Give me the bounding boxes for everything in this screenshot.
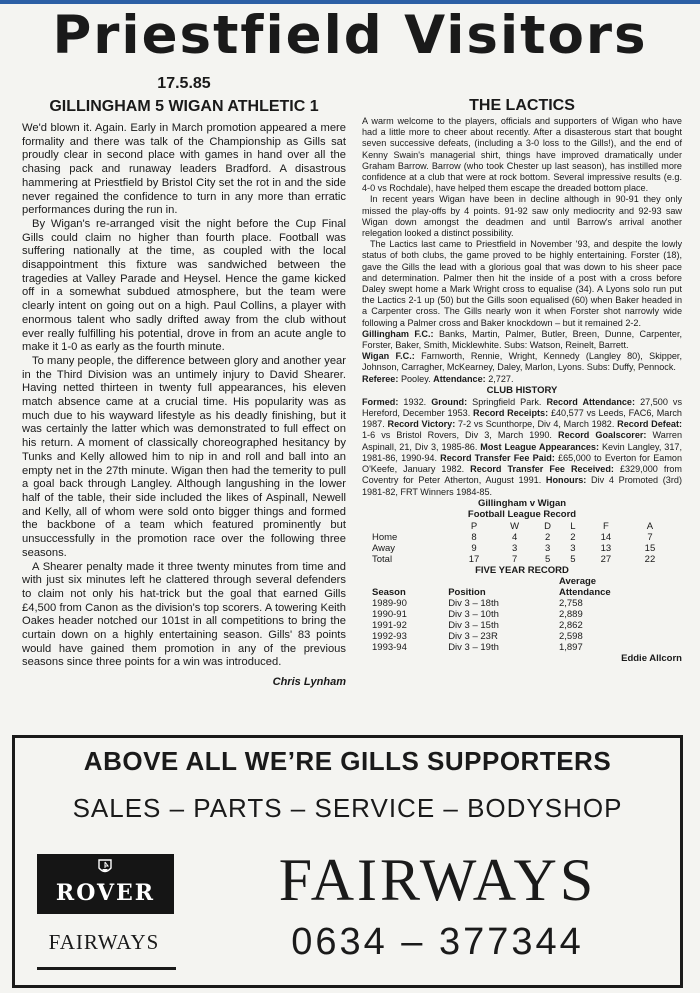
league-column-header: A [646,520,654,532]
table-row [372,631,672,642]
visitors-intro [362,116,682,329]
table-cell: 27 [600,553,612,565]
table-row [372,532,672,543]
league-column-header: L [570,520,576,532]
match-report-body [22,122,346,670]
intro-paragraph: In recent years Wigan have been in decline although in 90-91 they only missed the play-offs by 4 points. 91-92 saw only mediocrity and 92-93 saw Wigan down amongst the deadmen and until Barrow's arrival another relegation looked a distinct possibility. [362,194,682,239]
league-record-title-1: Gillingham v Wigan [477,497,567,509]
viking-ship-icon [96,858,114,876]
table-row [372,620,672,631]
report-paragraph: A Shearer penalty made it three twenty minutes from time and with just six minutes left he clattered through several defenders to claim not only his hat-trick but the goal that earned Gills £4,500 from Canon as the division's top scorers. A towering Keith Oakes header notched our 101st in all competitions to bring the curtain down on a highly entertaining season. Gills' 83 points would have gained them promotion in any of the previous seasons since three points for a win was introduced. [22,560,346,669]
gillingham-lineup [362,329,682,351]
visitors-heading: THE LACTICS [469,97,575,114]
attendance-header-line-2: Attendance [558,587,611,599]
attendance-value: 2,727. [488,373,514,384]
history-value: 27,500 vs Hereford, December 1953. [362,396,683,419]
position-header: Position [448,587,486,599]
match-officials [362,374,682,385]
table-cell: 1992-93 [372,631,407,643]
table-cell: 7 [647,531,653,543]
table-cell: Total [372,553,393,565]
table-cell: 9 [471,542,477,554]
dealer-name-small: FAIRWAYS [48,930,160,954]
table-cell: 7 [512,553,518,565]
dealer-underline [37,967,176,970]
top-rule [0,0,700,4]
history-label: Record Transfer Fee Received: [470,464,614,475]
rover-logo-text: ROVER [55,880,156,906]
league-record-table [372,521,672,565]
gillingham-players: Banks, Martin, Palmer, Butler, Breen, Dunne, Carpenter, Forster, Baker, Smith, Micklewhite. Subs: Watson, Reinelt, Barrett. [362,328,682,351]
attendance-header [559,576,672,598]
history-label: Record Defeat: [617,419,683,430]
history-value: Springfield Park. [472,396,542,407]
wigan-players: Farnworth, Rennie, Wright, Kennedy (Langley 80), Skipper, Johnson, Carragher, McKearney, Daley, Marlon, Lyons. Subs: Duffy, Pennock. [362,351,682,373]
rover-logo [37,854,174,914]
league-record-heading [362,498,682,521]
history-label: Record Goalscorer: [558,430,647,441]
table-cell: 8 [471,531,477,543]
table-cell: 1990-91 [372,609,407,621]
intro-paragraph: A warm welcome to the players, officials and supporters of Wigan who have had a little more to cheer about recently. After a disasterous start that bought seven successive defeats, (including a 3-0 loss to the Gills!), and the end of Kenny Swain's managerial shirt, things have improved dramatically under Graham Barrow. Barrow (who took Chester up last season), has instilled more confidence at a club that were at rock bottom. Several impressive results (e.g. 4-0 vs Rochdale), have helped them escape the dreaded bottom place. [362,116,682,194]
match-report-column [22,74,346,688]
club-history-heading: CLUB HISTORY [486,384,558,396]
table-cell: Div 3 – 19th [448,642,499,654]
table-cell: Div 3 – 15th [448,620,499,632]
history-value: Div 4 Promoted (3rd) 1981-82, FRT Winners 1984-85. [362,475,682,497]
wigan-lineup [362,351,682,373]
match-date: 17.5.85 [157,75,211,92]
table-cell: Div 3 – 23R [448,631,498,643]
report-paragraph: By Wigan's re-arranged visit the night before the Cup Final Gills could claim no higher than fourth place. Football was suffering nationally at the time, as coupled with the local disappointment this fixture was sandwiched between the tragedies at Valley Parade and Heysel. Hence the game kicked off in a somewhat subdued atmosphere, but the team were clearly intent on going out on a high. Paul Collins, a player with enormous talent who sadly drifted away from the club without ever really fulfilling his potential, drove in from an acute angle to make it 1-0 as early as the fourth minute. [22,217,346,354]
table-row [372,609,672,620]
table-cell: 13 [600,542,612,554]
club-history-body [362,397,682,498]
advert-box [12,735,683,988]
history-label: Ground: [431,396,468,407]
league-column-header: P [470,520,478,532]
table-cell: 2,598 [558,631,583,643]
table-cell: 2,889 [558,609,583,621]
league-column-header [372,521,452,532]
history-value: Kevin Langley, 317, 1981-86, 1990-94. [362,441,682,463]
table-cell: 3 [544,542,551,554]
table-row [372,554,672,565]
table-cell: Away [372,542,396,554]
advert-headline: ABOVE ALL WE’RE GILLS SUPPORTERS [83,746,612,776]
table-cell: Div 3 – 10th [448,609,499,621]
season-header: Season [372,587,406,599]
table-cell: 5 [544,553,551,565]
attendance-header-line-1: Average [558,576,597,588]
history-label: Record Victory: [387,419,456,430]
table-cell: 5 [570,553,576,565]
table-cell: Div 3 – 18th [448,598,499,610]
league-column-header: F [603,520,609,532]
table-row [372,598,672,609]
table-row [372,543,672,554]
table-cell: 1,897 [558,642,583,654]
table-cell: 1993-94 [372,642,407,654]
history-value: £65,000 to Everton for Eamon O'Keefe, January 1982. [362,452,683,475]
history-value: £329,000 from Coventry for Peter Atherton, August 1991. [362,464,683,486]
table-cell: 4 [512,531,518,543]
dealer-name-large: FAIRWAYS [278,847,597,913]
history-value: 1-6 vs Bristol Rovers, Div 3, March 1990. [362,430,552,441]
table-cell: 2 [544,531,551,543]
table-row [372,642,672,653]
visitors-profile-column [362,96,682,664]
league-column-header: D [544,520,552,532]
attendance-label: Attendance: [433,373,486,384]
report-paragraph: To many people, the difference between glory and another year in the Third Division was an untimely injury to David Shearer. Having netted thirteen in twenty full appearances, his eleven match absence came at a crucial time. His popularity was as much due to his wayward lifestyle as his deadly finishing, but it was certainly the latter which was demonstrated to full effect on his return. A moment of classically choreographed hesitancy by Tunks and Kelly allowed him to nip in and roll and ball into an empty net in the 27th minute. Wigan then had the temerity to pull a goal back through Langley. Although langushing in the lower half of the table, their side included the likes of Aspinall, Newell and Kelly, all of whom were sold onto bigger things and formed the backbone of a team which featured prominently but unsuccessfully in the promotion race over the following three seasons. [22,354,346,559]
table-cell: 3 [512,542,518,554]
table-cell: 3 [570,542,576,554]
advert-services: SALES – PARTS – SERVICE – BODYSHOP [72,793,623,823]
table-cell: 14 [600,531,612,543]
table-cell: 1989-90 [372,598,407,610]
table-cell: 22 [644,553,656,565]
table-cell: 2,862 [558,620,583,632]
five-year-table [372,576,672,653]
history-label: Formed: [362,396,399,407]
five-year-heading: FIVE YEAR RECORD [475,564,569,576]
history-label: Record Attendance: [546,396,636,407]
intro-paragraph: The Lactics last came to Priestfield in November '93, and despite the lowly status of both clubs, the game proved to be highly entertaining. Forster (18), gave the Gills the lead with a glorious goal that was down to his sheer pace and determination. Palmer then hit the inside of a post with a cross before Daley swept home a Mark Wright cross to equalise (34). A Lyons solo run put the Lactics 2-1 up (50) but the Gills soon equalised (60) when Baker headed in a Carpenter cross. The Gills nearly won it when Forster shot narrowly wide following a Palmer cross and Baker knockdown – but it remained 2-2. [362,239,682,328]
table-cell: 1991-92 [372,620,407,632]
table-cell: 17 [468,553,480,565]
match-result-heading: GILLINGHAM 5 WIGAN ATHLETIC 1 [49,98,319,115]
history-label: Most League Appearances: [480,441,600,452]
wigan-label: Wigan F.C.: [362,351,415,362]
table-cell: 2 [570,531,576,543]
history-label: Record Receipts: [473,408,549,419]
profile-author: Eddie Allcorn [621,653,682,665]
table-cell: Home [372,531,398,543]
history-value: £40,577 vs Leeds, FAC6, March 1987. [362,408,682,430]
report-author: Chris Lynham [272,676,346,689]
page-title: Priestfield Visitors [52,5,648,66]
table-cell: 2,758 [558,598,583,610]
report-paragraph: We'd blown it. Again. Early in March promotion appeared a mere formality and there was talk of the Championship as Gills sat proudly clear in second place with games in hand over all the chasing pack and runaway leaders Bradford. A disastrous hammering at Priestfield by Bristol City set the rot in and the side never regained the confidence to turn in any more than erratic performances during the run in. [22,122,346,217]
referee-label: Referee: [362,373,399,384]
league-header-row [372,521,672,532]
history-label: Honours: [545,475,587,486]
history-value: Warren Aspinall, 21, Div 3, 1985-86. [362,430,683,452]
table-cell: 15 [644,542,656,554]
phone-number: 0634 – 377344 [291,921,584,963]
league-record-title-2: Football League Record [467,509,577,521]
history-label: Record Transfer Fee Paid: [440,452,555,463]
referee-name: Pooley. [400,373,431,384]
five-year-header-row [372,576,672,598]
history-value: 7-2 vs Scunthorpe, Div 4, March 1982. [458,419,615,430]
history-value: 1932. [403,396,427,407]
gillingham-label: Gillingham F.C.: [362,328,434,339]
league-column-header: W [510,520,520,532]
